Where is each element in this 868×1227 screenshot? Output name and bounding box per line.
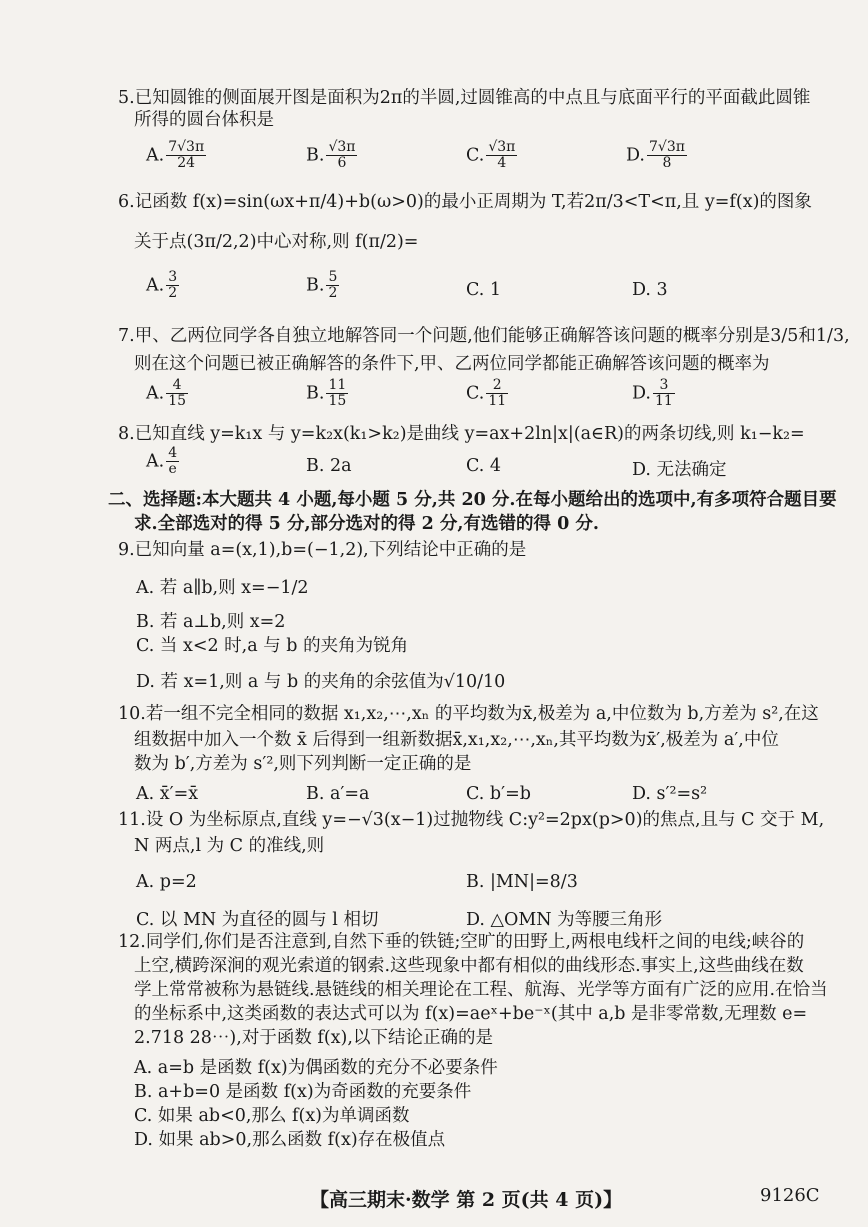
- section-2-heading: 二、选择题:本大题共 4 小题,每小题 5 分,共 20 分.在每小题给出的选项中,有多项符合题目要: [108, 490, 837, 510]
- q10-option-a: A. x̄′=x̄: [136, 784, 199, 804]
- q7-option-b: B. $\frac{11}{15}$: [306, 377, 347, 410]
- q6-option-a: A. $\frac{3}{2}$: [146, 269, 178, 302]
- q9-option-b: B. 若 a⊥b,则 x=2: [136, 612, 286, 632]
- q6-option-c: C. 1: [466, 280, 502, 300]
- q8-option-d: D. 无法确定: [632, 460, 727, 480]
- q6-line1: 6.记函数 f(x)=sin(ωx+π/4)+b(ω>0)的最小正周期为 T,若2π/3<T<π,且 y=f(x)的图象: [118, 192, 812, 212]
- q6-option-b: B. $\frac{5}{2}$: [306, 269, 338, 302]
- q5-line2: 所得的圆台体积是: [134, 110, 274, 130]
- q12-line3: 学上常常被称为悬链线.悬链线的相关理论在工程、航海、光学等方面有广泛的应用.在恰当: [134, 980, 828, 1000]
- q8-option-b: B. 2a: [306, 456, 352, 476]
- q8-option-a: A. $\frac{4}{e}$: [146, 445, 178, 478]
- q7-option-c: C. $\frac{2}{11}$: [466, 377, 507, 410]
- q9-option-a: A. 若 a∥b,则 x=−1/2: [136, 578, 309, 598]
- q12-option-d: D. 如果 ab>0,那么函数 f(x)存在极值点: [134, 1130, 446, 1150]
- q10-option-d: D. s′²=s²: [632, 784, 708, 804]
- q10-option-b: B. a′=a: [306, 784, 370, 804]
- q11-line2: N 两点,l 为 C 的准线,则: [134, 836, 325, 856]
- q5-option-d: D. $\frac{7√3\pi}{8}$: [626, 139, 685, 172]
- q9-line1: 9.已知向量 a=(x,1),b=(−1,2),下列结论中正确的是: [118, 540, 527, 560]
- q12-line5: 2.718 28⋯),对于函数 f(x),以下结论正确的是: [134, 1028, 493, 1048]
- q5-line1: 5.已知圆锥的侧面展开图是面积为2π的半圆,过圆锥高的中点且与底面平行的平面截此圆锥: [118, 88, 811, 108]
- q10-line3: 数为 b′,方差为 s′²,则下列判断一定正确的是: [134, 754, 472, 774]
- q10-line1: 10.若一组不完全相同的数据 x₁,x₂,⋯,xₙ 的平均数为x̄,极差为 a,中位数为 b,方差为 s²,在这: [118, 704, 819, 724]
- q7-line2: 则在这个问题已被正确解答的条件下,甲、乙两位同学都能正确解答该问题的概率为: [134, 354, 770, 374]
- q7-option-d: D. $\frac{3}{11}$: [632, 377, 673, 410]
- q9-option-d: D. 若 x=1,则 a 与 b 的夹角的余弦值为√10/10: [136, 672, 506, 692]
- q7-option-a: A. $\frac{4}{15}$: [146, 377, 187, 410]
- q5-option-c: C. $\frac{√3\pi}{4}$: [466, 139, 516, 172]
- q12-line2: 上空,横跨深涧的观光索道的钢索.这些现象中都有相似的曲线形态.事实上,这些曲线在数: [134, 956, 804, 976]
- page-footer: 【高三期末·数学 第 2 页(共 4 页)】: [310, 1189, 623, 1211]
- q9-option-c: C. 当 x<2 时,a 与 b 的夹角为锐角: [136, 636, 409, 656]
- q6-line2: 关于点(3π/2,2)中心对称,则 f(π/2)=: [134, 232, 419, 252]
- q7-line1: 7.甲、乙两位同学各自独立地解答同一个问题,他们能够正确解答该问题的概率分别是3/5和1/3,: [118, 326, 850, 346]
- q5-option-b: B. $\frac{√3\pi}{6}$: [306, 139, 356, 172]
- q12-line4: 的坐标系中,这类函数的表达式可以为 f(x)=aeˣ+be⁻ˣ(其中 a,b 是非零常数,无理数 e=: [134, 1004, 808, 1024]
- section-2-heading-cont: 求.全部选对的得 5 分,部分选对的得 2 分,有选错的得 0 分.: [134, 514, 599, 534]
- q12-option-b: B. a+b=0 是函数 f(x)为奇函数的充要条件: [134, 1082, 472, 1102]
- q8-option-c: C. 4: [466, 456, 502, 476]
- q12-line1: 12.同学们,你们是否注意到,自然下垂的铁链;空旷的田野上,两根电线杆之间的电线;峡谷的: [118, 932, 805, 952]
- q11-option-d: D. △OMN 为等腰三角形: [466, 910, 663, 930]
- q10-line2: 组数据中加入一个数 x̄ 后得到一组新数据x̄,x₁,x₂,⋯,xₙ,其平均数为x̄′,极差为 a′,中位: [134, 730, 779, 750]
- q11-option-b: B. |MN|=8/3: [466, 872, 578, 892]
- q5-option-a: A. $\frac{7√3\pi}{24}$: [146, 139, 205, 172]
- q10-option-c: C. b′=b: [466, 784, 531, 804]
- q12-option-c: C. 如果 ab<0,那么 f(x)为单调函数: [134, 1106, 410, 1126]
- q6-option-d: D. 3: [632, 280, 668, 300]
- q11-option-a: A. p=2: [136, 872, 197, 892]
- q11-line1: 11.设 O 为坐标原点,直线 y=−√3(x−1)过抛物线 C:y²=2px(p>0)的焦点,且与 C 交于 M,: [118, 810, 825, 830]
- q12-option-a: A. a=b 是函数 f(x)为偶函数的充分不必要条件: [134, 1058, 498, 1078]
- q8-line1: 8.已知直线 y=k₁x 与 y=k₂x(k₁>k₂)是曲线 y=ax+2ln|x|(a∈R)的两条切线,则 k₁−k₂=: [118, 424, 805, 444]
- exam-code: 9126C: [760, 1185, 820, 1206]
- q11-option-c: C. 以 MN 为直径的圆与 l 相切: [136, 910, 379, 930]
